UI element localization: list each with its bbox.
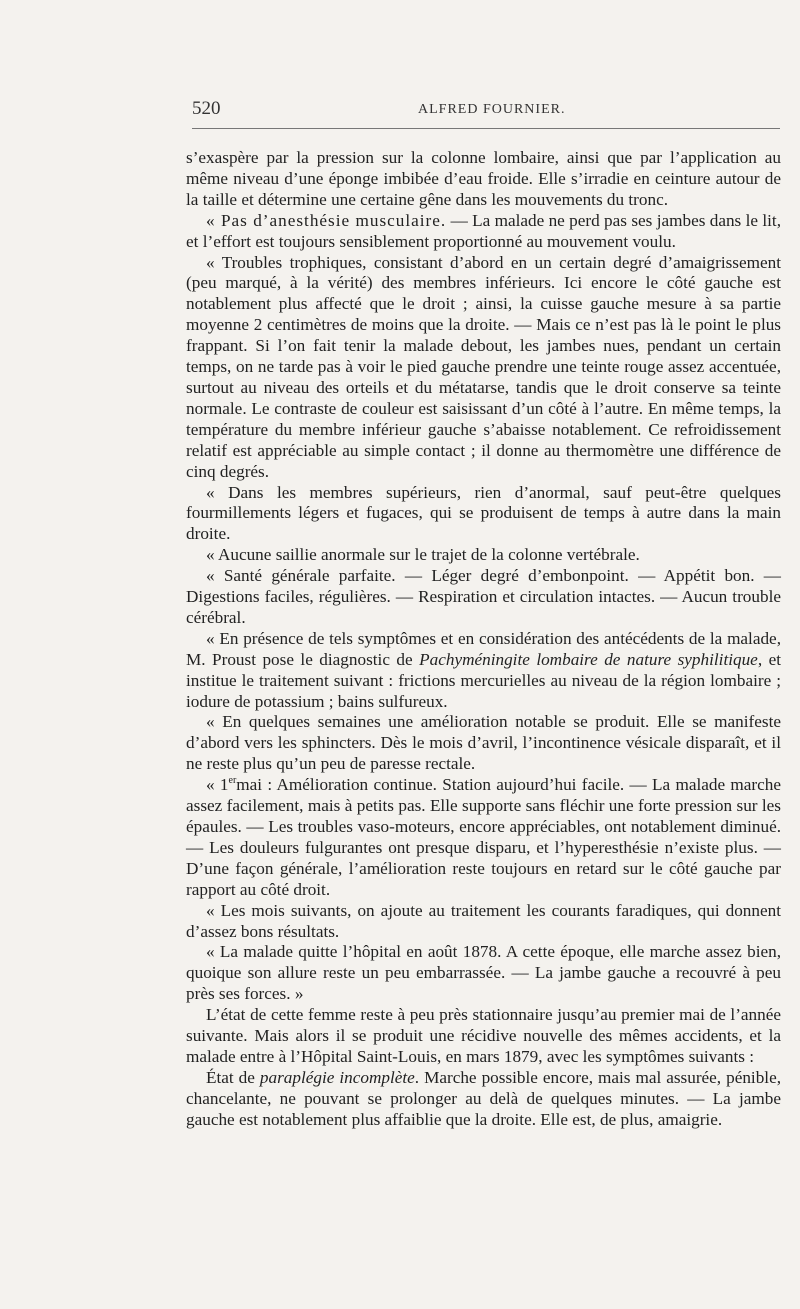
paragraph: « La malade quitte l’hôpital en août 1878. A cette époque, elle marche assez bien, quoique son allure reste un peu embarrassée. — La jambe gauche a recouvré à peu près ses forces. » <box>186 942 781 1004</box>
paragraph-text: « En présence de tels symptômes et en considération des antécédents de la malade, M. Proust pose le diagnostic de <box>186 628 781 669</box>
paragraph-text: mai : Amélioration continue. Station aujourd’hui facile. — La malade marche assez facilement, mais à petits pas. Elle supporte sans fléchir une forte pression sur les épaules. — Les troubles vaso-moteurs, encore appréciables, ont notablement diminué. — Les douleurs fulgurantes ont presque disparu, et l’hyperesthésie n’existe plus. — D’une façon générale, l’amélioration reste toujours en retard sur le côté gauche par rapport au côté droit. <box>186 775 781 899</box>
spaced-heading: « Pas d’anesthésie musculaire. <box>206 210 447 230</box>
paragraph: s’exaspère par la pression sur la colonne lombaire, ainsi que par l’application au même niveau d’une éponge imbibée d’eau froide. Elle s’irradie en ceinture autour de la taille et détermine une certaine gêne dans les mouvements du tronc. <box>186 148 781 209</box>
paragraph: L’état de cette femme reste à peu près stationnaire jusqu’au premier mai de l’année suivante. Mais alors il se produit une récidive nouvelle des mêmes accidents, et la malade entre à l’Hôpital Saint-Louis, en mars 1879, avec les symptômes suivants : <box>186 1005 781 1066</box>
superscript: er <box>228 775 237 787</box>
paragraph: « Aucune saillie anormale sur le trajet de la colonne vertébrale. <box>206 545 640 565</box>
paragraph: « Les mois suivants, on ajoute au traitement les courants faradiques, qui donnent d’assez bons résultats. <box>186 900 781 941</box>
paragraph-text: . Marche possible encore, mais mal assurée, pénible, chancelante, ne pouvant se prolonger au delà de quelques minutes. — La jambe gauche est notablement plus affaiblie que la droite. Elle est, de plus, amaigrie. <box>186 1067 781 1129</box>
condition-italic: paraplégie incomplète <box>259 1067 415 1087</box>
page-number: 520 <box>192 98 221 119</box>
paragraph <box>186 1068 781 1131</box>
paragraph <box>186 629 781 713</box>
paragraph-text: — La malade ne perd pas ses jambes dans le lit, et l’effort est toujours sensiblement proportionné au mouvement voulu. <box>186 210 781 251</box>
paragraph <box>186 211 781 253</box>
paragraph-text: « 1 <box>206 775 229 795</box>
paragraph <box>186 775 781 900</box>
paragraph: « Santé générale parfaite. — Léger degré d’embonpoint. — Appétit bon. — Digestions faciles, régulières. — Respiration et circulation intactes. — Aucun trouble cérébral. <box>186 566 781 627</box>
paragraph: « Dans les membres supérieurs, rien d’anormal, sauf peut-être quelques fourmillements légers et fugaces, qui se produisent de temps à autre dans la main droite. <box>186 482 781 544</box>
paragraph-text: , et institue le traitement suivant : frictions mercurielles au niveau de la région lombaire ; iodure de potassium ; bains sulfureux. <box>186 649 781 711</box>
diagnosis-italic: Pachyméningite lombaire de nature syphilitique <box>419 649 758 669</box>
page-header <box>192 98 782 122</box>
paragraph: « En quelques semaines une amélioration notable se produit. Elle se manifeste d’abord vers les sphincters. Dès le mois d’avril, l’incontinence vésicale disparaît, et il ne reste plus qu’un peu de paresse rectale. <box>186 712 781 774</box>
running-head: ALFRED FOURNIER. <box>418 102 566 117</box>
paragraph-text: État de <box>206 1067 260 1087</box>
paragraph: « Troubles trophiques, consistant d’abord en un certain degré d’amaigrissement (peu marqué, à la vérité) des membres inférieurs. Ici encore le côté gauche est notablement plus affecté que le droit ; ainsi, la cuisse gauche mesure à sa partie moyenne 2 centimètres de moins que la droite. — Mais ce n’est pas là le point le plus frappant. Si l’on fait tenir la malade debout, les jambes nues, pendant un certain temps, on ne tarde pas à voir le pied gauche prendre une teinte rouge assez accentuée, surtout au niveau des orteils et du métatarse, tandis que le droit conserve sa teinte normale. Le contraste de couleur est saisissant d’un côté à l’autre. En même temps, la température du membre inférieur gauche s’abaisse notablement. Ce refroidissement relatif est appréciable au simple contact ; il donne au thermomètre une différence de cinq degrés. <box>186 252 781 481</box>
body-text <box>186 148 781 1131</box>
header-rule <box>192 128 780 129</box>
